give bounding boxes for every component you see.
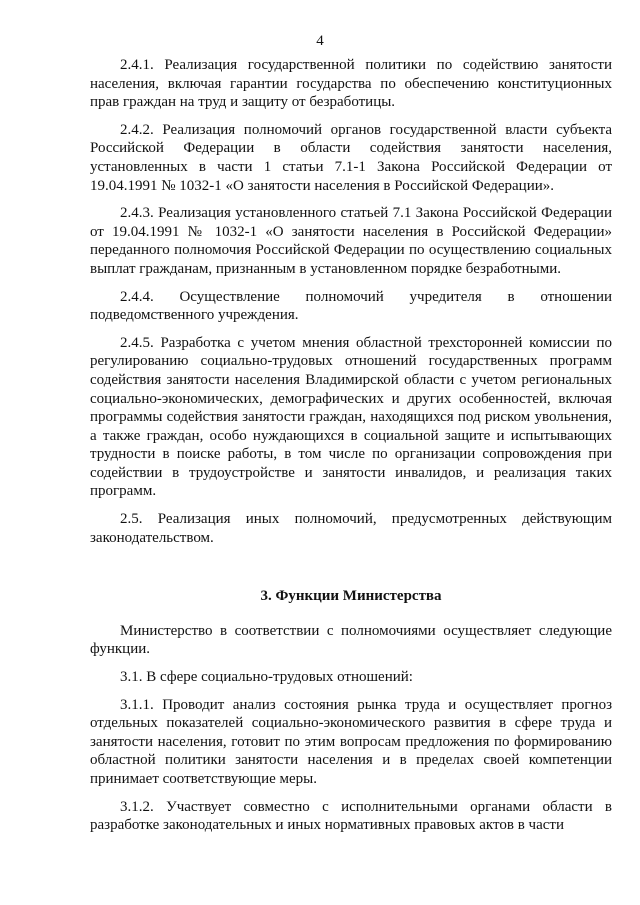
paragraph-2-4-3: 2.4.3. Реализация установленного статьей 7.1 Закона Российской Федерации от 19.04.1991 № 1032-1 «О занятости населения в Российской Федерации» переданного полномочия Российской Федерации по осуществлению социальных выплат гражданам, признанным в установленном порядке безработными. xyxy=(90,205,612,277)
paragraph-3-1: 3.1. В сфере социально-трудовых отношений: xyxy=(120,669,413,686)
section-heading: 3. Функции Министерства xyxy=(260,588,442,605)
paragraph-2-5: 2.5. Реализация иных полномочий, предусмотренных действующим законодательством. xyxy=(90,511,612,546)
paragraph-3-1-2: 3.1.2. Участвует совместно с исполнительными органами области в разработке законодательных и иных нормативных правовых актов в части xyxy=(90,798,612,834)
page-number: 4 xyxy=(316,33,324,49)
document-body xyxy=(90,56,612,844)
paragraph-2-4-2: 2.4.2. Реализация полномочий органов государственной власти субъекта Российской Федерации в области содействия занятости населения, установленных в части 1 статьи 7.1-1 Закона Российской Федерации от 19.04.1991 № 1032-1 «О занятости населения в Российской Федерации». xyxy=(90,121,612,194)
paragraph-2-4-4: 2.4.4. Осуществление полномочий учредителя в отношении подведомственного учреждения. xyxy=(90,288,612,324)
paragraph-3-1-1: 3.1.1. Проводит анализ состояния рынка труда и осуществляет прогноз отдельных показателей социально-экономического развития в сфере труда и занятости населения, готовит по этим вопросам предложения по формированию областной политики занятости населения и в пределах своей компетенции принимает соответствующие меры. xyxy=(90,696,612,787)
paragraph-2-4-5: 2.4.5. Разработка с учетом мнения областной трехсторонней комиссии по регулированию социально-трудовых отношений государственных программ содействия занятости населения Владимирской области с учетом региональных социально-экономических, демографических и других особенностей, включая программы содействия занятости граждан, находящихся под риском увольнения, а также граждан, особо нуждающихся в социальной защите и испытывающих трудности в поиске работы, в том числе по организации сопровождения при содействии в трудоустройстве и занятости инвалидов, и реализация таких программ. xyxy=(90,334,612,500)
paragraph-functions-intro: Министерство в соответствии с полномочиями осуществляет следующие функции. xyxy=(90,622,612,658)
paragraph-2-4-1: 2.4.1. Реализация государственной политики по содействию занятости населения, включая гарантии государства по обеспечению конституционных прав граждан на труд и защиту от безработицы. xyxy=(90,57,612,111)
